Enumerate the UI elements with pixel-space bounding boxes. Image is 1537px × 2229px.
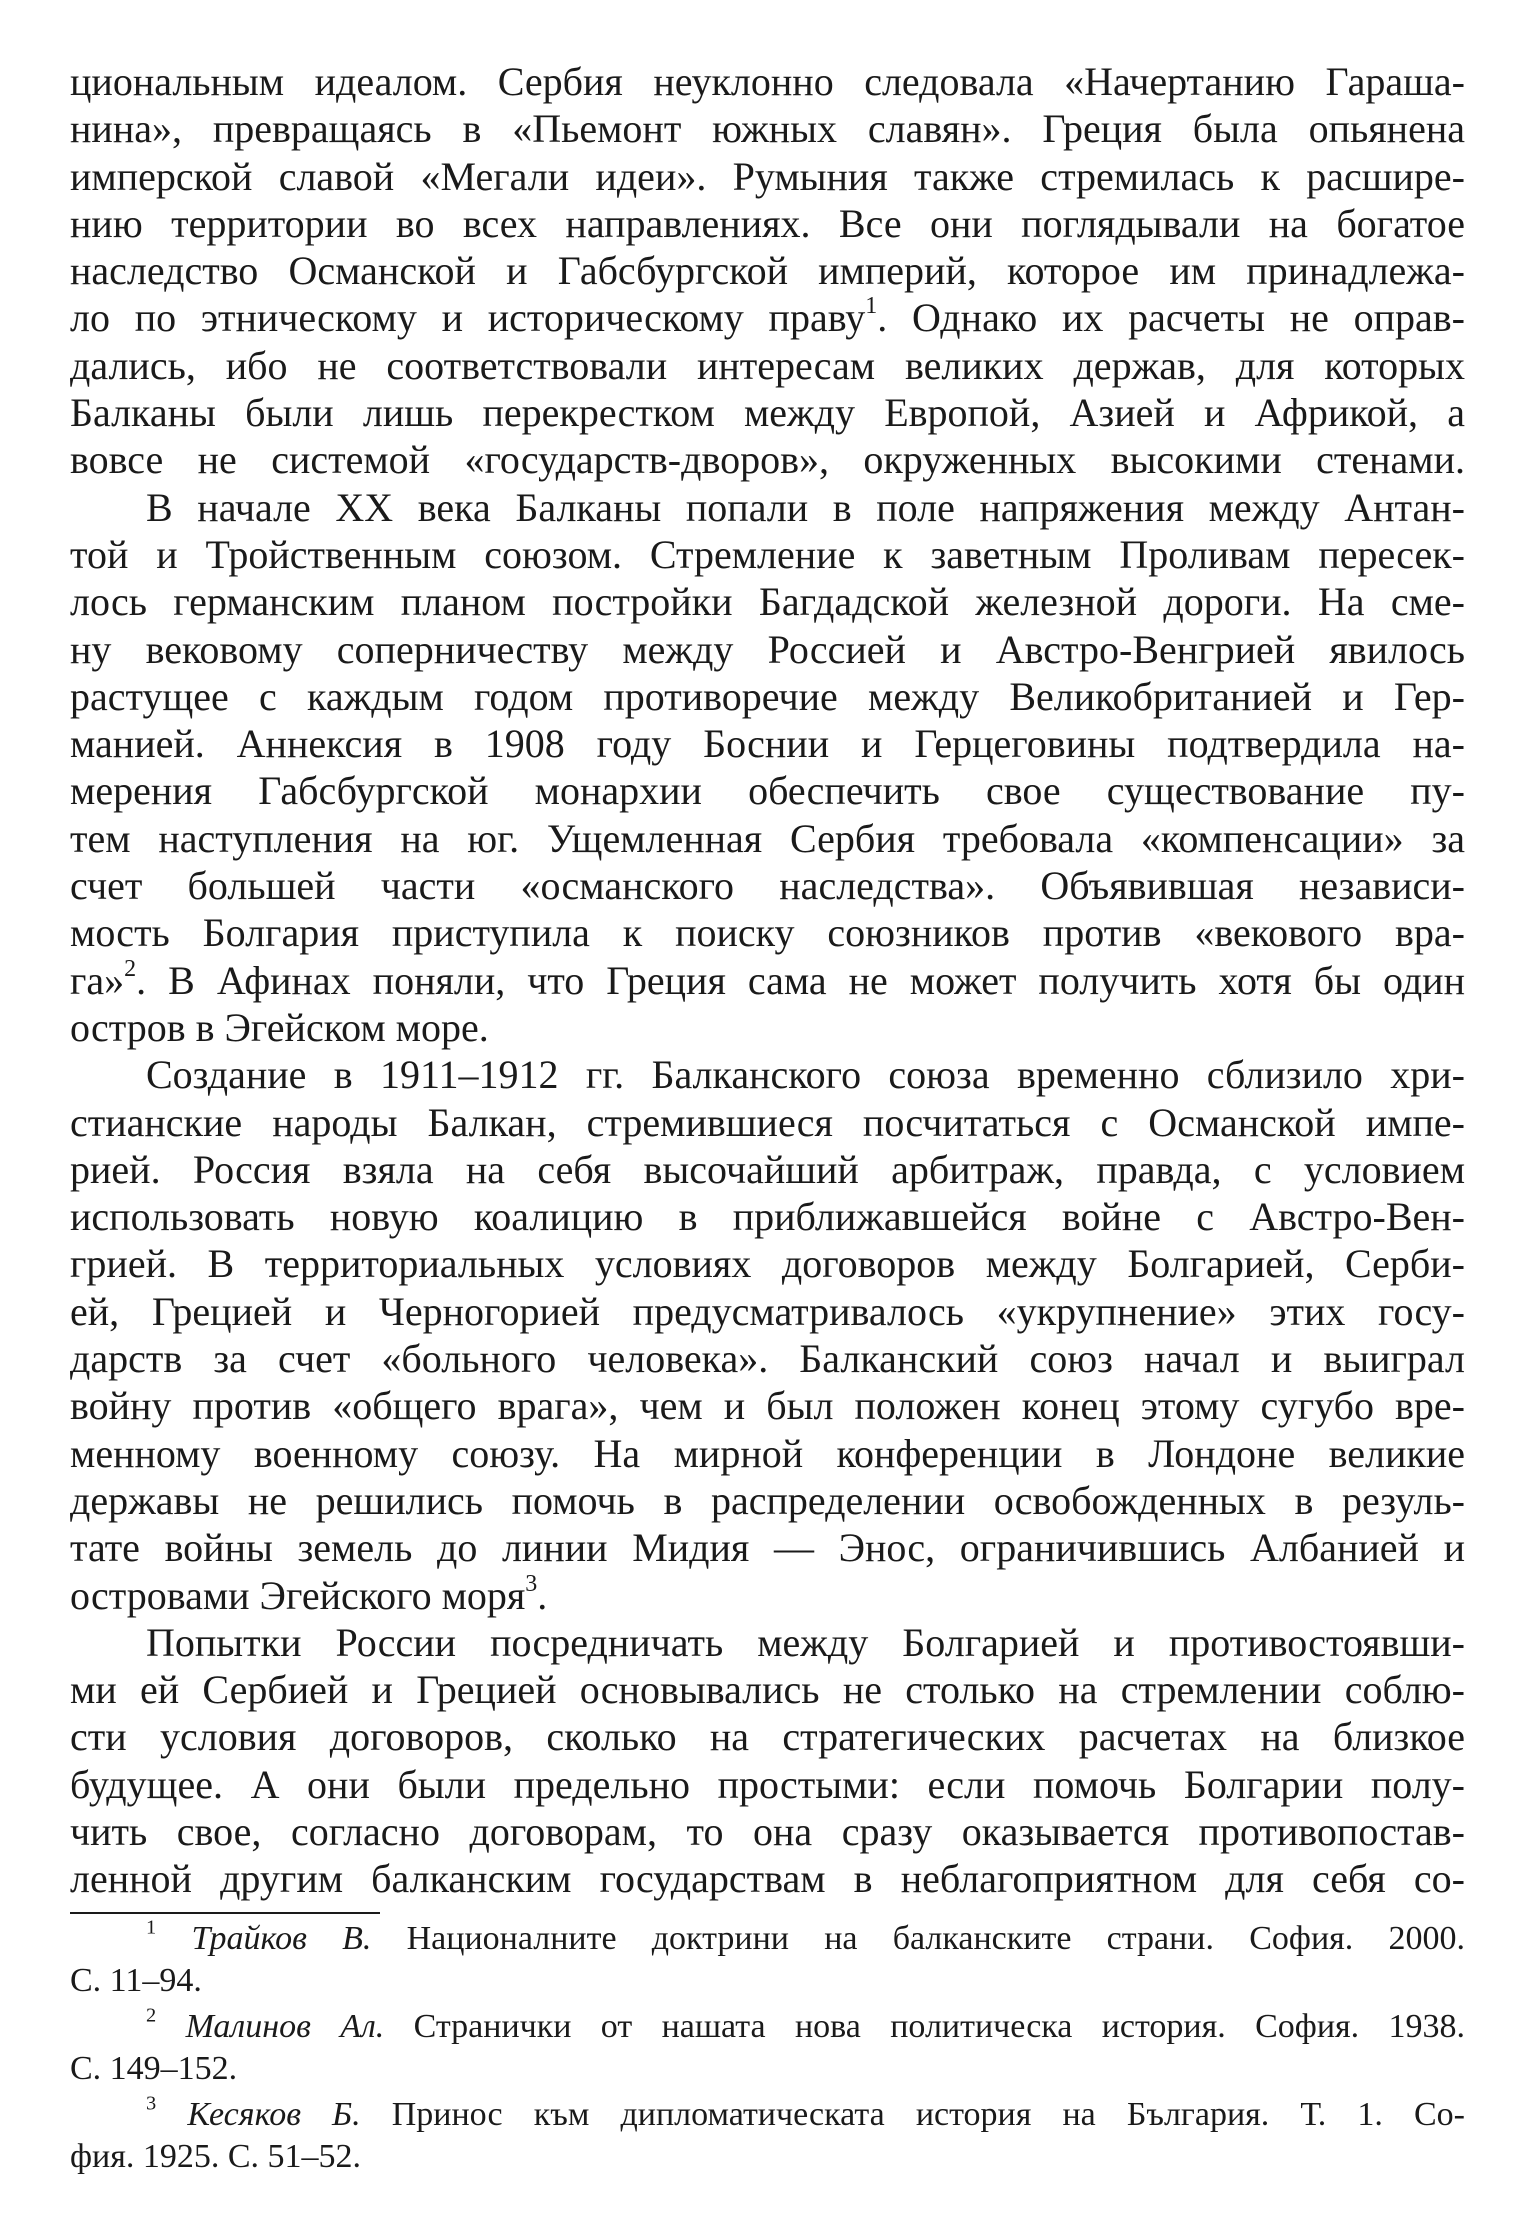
footnote-mark: 3 (146, 2092, 157, 2115)
text-line: мость Болгария приступила к поиску союзников против «векового вра- (70, 910, 1465, 956)
footnote-line (70, 1918, 1465, 1960)
main-text (70, 58, 1465, 1903)
footnotes (70, 1918, 1465, 2182)
footnote-reference: 2 (124, 955, 137, 982)
text-line: Балканы были лишь перекрестком между Европой, Азией и Африкой, а (70, 390, 1465, 436)
text-line: Попытки России посредничать между Болгарией и противостоявши- (146, 1619, 1465, 1665)
footnote-reference: 1 (865, 293, 878, 320)
footnote-separator (70, 1912, 380, 1914)
text-line: ми ей Сербией и Грецией основывались не столько на стремлении соблю- (70, 1667, 1465, 1713)
footnote-1 (70, 1918, 1465, 2002)
footnote-2 (70, 2006, 1465, 2090)
text-line: ей, Грецией и Черногорией предусматривалось «укрупнение» этих госу- (70, 1288, 1465, 1334)
text-line: вовсе не системой «государств-дворов», окруженных высокими стенами. (70, 437, 1465, 483)
text-line: будущее. А они были предельно простыми: если помочь Болгарии полу- (70, 1761, 1465, 1807)
footnote-line: фия. 1925. С. 51–52. (70, 2138, 362, 2175)
text-line: ленной другим балканским государствам в неблагоприятном для себя со- (70, 1856, 1465, 1902)
footnote-text: Странички от нашата нова политическа история. София. 1938. (384, 2008, 1466, 2045)
text-line: ло по этническому и историческому праву$^1$. Однако их расчеты не оправ- (70, 293, 1465, 341)
text-line: дарств за счет «больного человека». Балканский союз начал и выиграл (70, 1336, 1465, 1382)
text-line: островами Эгейского моря$^3$. (70, 1570, 548, 1618)
footnote-author: Кесяков Б. (187, 2096, 361, 2133)
text-line: лось германским планом постройки Багдадской железной дороги. На сме- (70, 579, 1465, 625)
text-line: га»$^2$. В Афинах поняли, что Греция сама не может получить хотя бы один (70, 955, 1465, 1003)
text-line: манией. Аннексия в 1908 году Боснии и Герцеговины подтвердила на- (70, 721, 1465, 767)
footnote-reference: 3 (525, 1570, 538, 1597)
text-line: стианские народы Балкан, стремившиеся посчитаться с Османской импе- (70, 1099, 1465, 1145)
footnote-line (70, 2006, 1465, 2048)
footnote-mark: 1 (146, 1916, 157, 1939)
text-line: В начале XX века Балканы попали в поле напряжения между Антан- (146, 484, 1465, 530)
text-line: державы не решились помочь в распределении освобожденных в резуль- (70, 1477, 1465, 1523)
text-line: нию территории во всех направлениях. Все они поглядывали на богатое (70, 200, 1465, 246)
footnote-3 (70, 2094, 1465, 2178)
footnote-author: Малинов Ал. (185, 2008, 385, 2045)
text-line: грией. В территориальных условиях договоров между Болгарией, Серби- (70, 1241, 1465, 1287)
text-line: наследство Османской и Габсбургской империй, которое им принадлежа- (70, 248, 1465, 294)
paragraph-2 (70, 484, 1465, 1052)
text-line: мерения Габсбургской монархии обеспечить свое существование пу- (70, 768, 1465, 814)
footnote-author: Трайков В. (191, 1920, 372, 1957)
text-line: Создание в 1911–1912 гг. Балканского союза временно сблизило хри- (146, 1052, 1465, 1098)
text-line: войну против «общего врага», чем и был положен конец этому сугубо вре- (70, 1383, 1465, 1429)
paragraph-3 (70, 1051, 1465, 1619)
text-line: использовать новую коалицию в приближавшейся войне с Австро-Вен- (70, 1194, 1465, 1240)
text-line: циональным идеалом. Сербия неуклонно следовала «Начертанию Гараша- (70, 59, 1465, 104)
footnote-line (70, 2094, 1465, 2136)
text-line: счет большей части «османского наследства». Объявившая независи- (70, 863, 1465, 909)
paragraph-1 (70, 58, 1465, 484)
text-line: остров в Эгейском море. (70, 1004, 489, 1050)
footnote-mark: 2 (146, 2004, 157, 2027)
text-line: тате войны земель до линии Мидия — Энос, ограничившись Албанией и (70, 1525, 1465, 1571)
text-line: растущее с каждым годом противоречие между Великобританией и Гер- (70, 673, 1465, 719)
text-line: нина», превращаясь в «Пьемонт южных славян». Греция была опьянена (70, 106, 1465, 152)
footnote-text: Националните доктрини на балканските страни. София. 2000. (371, 1920, 1466, 1957)
text-line: сти условия договоров, сколько на стратегических расчетах на близкое (70, 1714, 1465, 1760)
text-line: менному военному союзу. На мирной конференции в Лондоне великие (70, 1430, 1465, 1476)
footnote-line: С. 11–94. (70, 1962, 202, 1999)
footnote-text: Принос към дипломатическата история на България. Т. 1. Со- (360, 2096, 1465, 2133)
footnote-line: С. 149–152. (70, 2050, 238, 2087)
text-line: дались, ибо не соответствовали интересам великих держав, для которых (70, 342, 1465, 388)
text-line: чить свое, согласно договорам, то она сразу оказывается противопостав- (70, 1808, 1465, 1854)
text-line: той и Тройственным союзом. Стремление к заветным Проливам пересек- (70, 531, 1465, 577)
text-line: имперской славой «Мегали идеи». Румыния также стремилась к расшире- (70, 153, 1465, 199)
text-line: тем наступления на юг. Ущемленная Сербия требовала «компенсации» за (70, 815, 1465, 861)
paragraph-4 (70, 1619, 1465, 1903)
text-line: ну вековому соперничеству между Россией и Австро-Венгрией явилось (70, 626, 1465, 672)
text-line: рией. Россия взяла на себя высочайший арбитраж, правда, с условием (70, 1146, 1465, 1192)
